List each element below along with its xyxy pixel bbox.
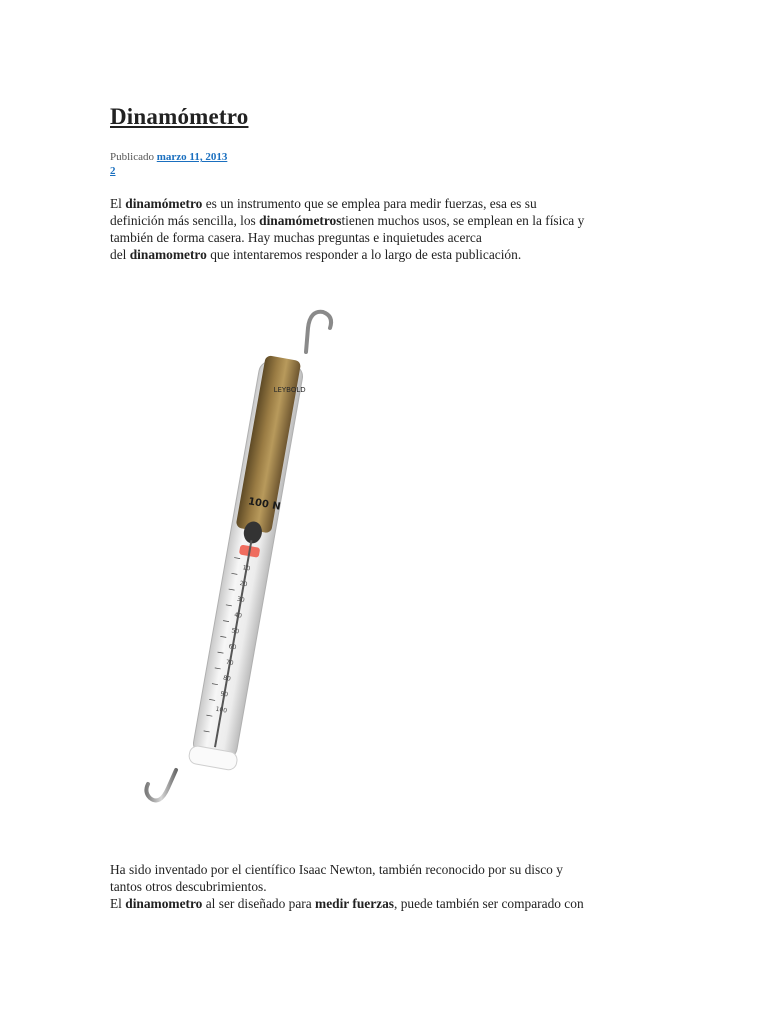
scale-20: 20 [239,579,248,589]
brand-mark: LEYBOLD [273,385,306,394]
scale-100: 100 [215,705,228,715]
history-paragraph [110,861,670,912]
intro-line-1: El dinamómetro es un instrumento que se emplea para medir fuerzas, esa es su [110,196,537,211]
term-dinamometro: dinamómetro [125,196,203,211]
comments-count-link[interactable]: 2 [110,165,116,177]
capacity-label: 100 N [247,496,282,513]
dynamometer-photo [128,300,368,820]
bottom-hook [146,770,176,800]
scale-60: 60 [228,643,237,652]
article-title: Dinamómetro [110,104,249,129]
history-line-1: Ha sido inventado por el científico Isaac Newton, también reconocido por su disco y [110,862,563,877]
published-label: Publicado [110,151,154,163]
post-date-link[interactable]: marzo 11, 2013 [156,151,228,163]
post-meta [110,150,227,178]
dynamometer-illustration [128,300,368,820]
term-medir-fuerzas: medir fuerzas [315,896,395,911]
scale-70: 70 [225,658,235,667]
scale-50: 50 [230,627,240,636]
history-line-3: El dinamometro al ser diseñado para medir fuerzas, puede también ser comparado con [110,896,584,911]
intro-paragraph [110,195,670,263]
scale-80: 80 [222,674,232,683]
term-dinamometros: dinamómetros [259,213,342,228]
intro-line-4: del dinamometro que intentaremos responder a lo largo de esta publicación. [110,247,522,262]
scale-90: 90 [219,690,229,699]
scale-30: 30 [236,595,246,604]
scale-10: 10 [241,564,251,573]
term-dinamometro-3: dinamometro [125,896,203,911]
intro-line-3: también de forma casera. Hay muchas preguntas e inquietudes acerca [110,230,482,245]
intro-line-2: definición más sencilla, los dinamómetrostienen muchos usos, se emplean en la física y [110,213,585,228]
term-dinamometro-2: dinamometro [129,247,207,262]
top-hook [306,312,331,352]
scale-40: 40 [233,611,243,620]
history-line-2: tantos otros descubrimientos. [110,879,267,894]
